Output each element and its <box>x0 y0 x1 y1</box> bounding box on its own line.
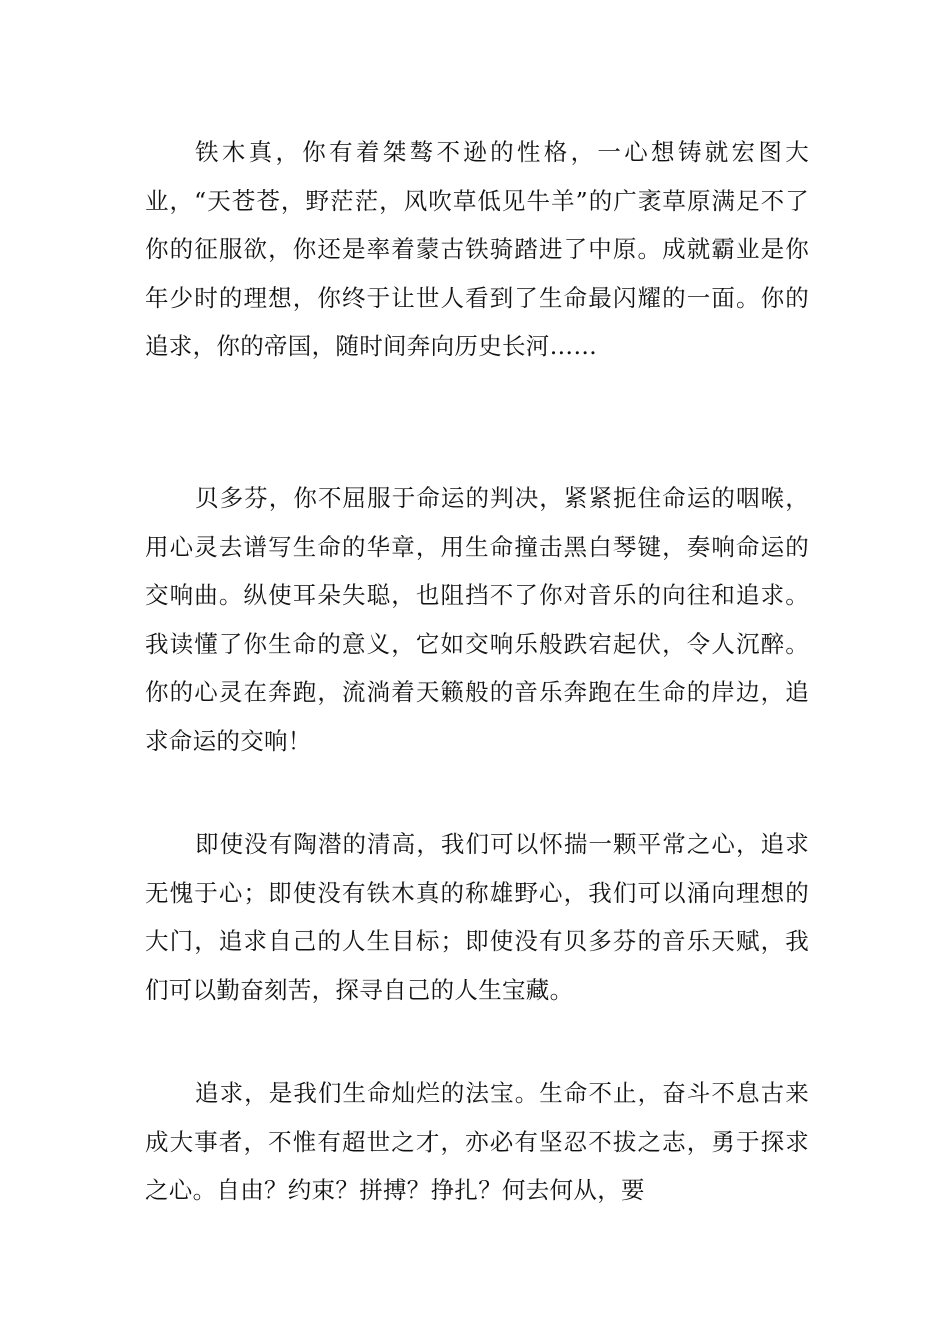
paragraph-beethoven: 贝多芬，你不屈服于命运的判决，紧紧扼住命运的咽喉，用心灵去谱写生命的华章，用生命撞击黑白琴键，奏响命运的交响曲。纵使耳朵失聪，也阻挡不了你对音乐的向往和追求。我读懂了你生命的意义，它如交响乐般跌宕起伏，令人沉醉。你的心灵在奔跑，流淌着天籁般的音乐奔跑在生命的岸边，追求命运的交响！ <box>145 484 809 755</box>
paragraph-pursuit: 追求，是我们生命灿烂的法宝。生命不止，奋斗不息古来成大事者，不惟有超世之才，亦必有坚忍不拔之志，勇于探求之心。自由？约束？拼搏？挣扎？何去何从，要 <box>145 1079 809 1205</box>
paragraph-even-without: 即使没有陶潜的清高，我们可以怀揣一颗平常之心，追求无愧于心；即使没有铁木真的称雄野心，我们可以涌向理想的大门，追求自己的人生目标；即使没有贝多芬的音乐天赋，我们可以勤奋刻苦，探寻自己的人生宝藏。 <box>145 830 809 1004</box>
paragraph-genghis-khan: 铁木真，你有着桀骜不逊的性格，一心想铸就宏图大业，“天苍苍，野茫茫，风吹草低见牛羊”的广袤草原满足不了你的征服欲，你还是率着蒙古铁骑踏进了中原。成就霸业是你年少时的理想，你终于让世人看到了生命最闪耀的一面。你的追求，你的帝国，随时间奔向历史长河…… <box>145 138 809 361</box>
